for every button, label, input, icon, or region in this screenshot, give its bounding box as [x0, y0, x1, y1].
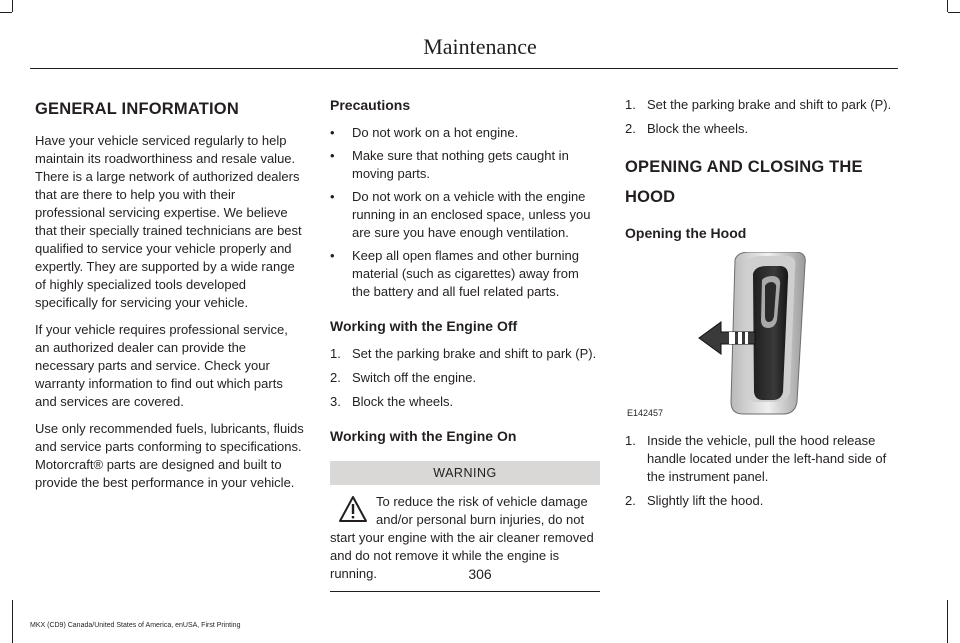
heading-line: HOOD [625, 188, 676, 206]
warning-text: To reduce the risk of vehicle damage and/or personal burn injuries, do not start your engine with the air cleaner removed and do not remove it while the engine is running. [330, 494, 594, 581]
hood-release-figure [625, 252, 900, 422]
section-heading-general-information: GENERAL INFORMATION [35, 100, 239, 118]
list-item [625, 432, 900, 486]
step-text: Inside the vehicle, pull the hood release handle located under the left-hand side of the instrument panel. [647, 433, 887, 484]
step-text: Slightly lift the hood. [647, 493, 764, 508]
paragraph: If your vehicle requires professional service, an authorized dealer can provide the necessary parts and service. Check your warranty information to find out which parts and services are covered. [35, 322, 288, 409]
step-number: 1. [625, 97, 636, 112]
bullet: • [330, 189, 335, 204]
heading-line: OPENING AND CLOSING THE [625, 158, 863, 176]
edition-footer: MKX (CD9) Canada/United States of America, enUSA, First Printing [30, 622, 241, 629]
bullet: • [330, 148, 335, 163]
list-item [330, 345, 600, 363]
subheading-engine-off: Working with the Engine Off [330, 318, 518, 334]
step-text: Switch off the engine. [352, 370, 477, 385]
step-number: 2. [330, 370, 341, 385]
crop-mark [947, 0, 948, 12]
list-item-text: Make sure that nothing gets caught in moving parts. [352, 148, 569, 181]
step-text: Block the wheels. [352, 394, 454, 409]
bottom-steps [625, 432, 900, 510]
step-number: 1. [625, 433, 636, 448]
list-item [330, 393, 600, 411]
step-number: 1. [330, 346, 341, 361]
crop-mark [12, 600, 13, 643]
step-text: Set the parking brake and shift to park (P). [352, 346, 597, 361]
crop-mark [948, 12, 960, 13]
paragraph: Use only recommended fuels, lubricants, fluids and service parts conforming to specifications. Motorcraft® parts are designed and built to provide the best performance in your vehicle. [35, 421, 304, 490]
precautions-list [330, 124, 600, 301]
step-text: Set the parking brake and shift to park (P). [647, 97, 892, 112]
column-opening-hood [625, 96, 900, 518]
crop-mark [947, 600, 948, 643]
list-item [625, 492, 900, 510]
column-general-information [35, 98, 305, 501]
bullet: • [330, 125, 335, 140]
subheading-engine-on: Working with the Engine On [330, 428, 517, 444]
hood-release-handle-illustration [625, 252, 900, 422]
warning-triangle-icon [338, 495, 368, 523]
warning-label: WARNING [330, 461, 600, 485]
section-heading-opening-closing-hood [625, 152, 900, 212]
list-item [330, 188, 600, 242]
list-item [330, 147, 600, 183]
list-item-text: Do not work on a hot engine. [352, 125, 519, 140]
step-number: 2. [625, 493, 636, 508]
page-number: 306 [468, 566, 492, 582]
bullet: • [330, 248, 335, 263]
list-item [330, 247, 600, 301]
step-number: 2. [625, 121, 636, 136]
subheading-opening-hood: Opening the Hood [625, 225, 747, 241]
engine-off-steps [330, 345, 600, 411]
subheading-precautions: Precautions [330, 97, 411, 113]
list-item [625, 96, 900, 114]
step-text: Block the wheels. [647, 121, 749, 136]
crop-mark [0, 12, 12, 13]
page-header-title: Maintenance [423, 34, 537, 59]
list-item [330, 369, 600, 387]
list-item [625, 120, 900, 138]
crop-mark [12, 0, 13, 12]
paragraph: Have your vehicle serviced regularly to help maintain its roadworthiness and resale value. There is a large network of authorized dealers that are there to help you with their professional servicing expertise. We believe that their specially trained technicians are best qualified to service your vehicle properly and expertly. They are supported by a wide range of highly specialized tools developed specifically for servicing your vehicle. [35, 133, 302, 310]
list-item-text: Keep all open flames and other burning material (such as cigarettes) away from the battery and all fuel related parts. [352, 248, 579, 299]
header-rule [30, 68, 898, 69]
top-steps [625, 96, 900, 138]
figure-code: E142457 [627, 408, 664, 418]
column-precautions [330, 96, 600, 592]
step-number: 3. [330, 394, 341, 409]
list-item [330, 124, 600, 142]
list-item-text: Do not work on a vehicle with the engine running in an enclosed space, unless you are sure you have enough ventilation. [352, 189, 591, 240]
